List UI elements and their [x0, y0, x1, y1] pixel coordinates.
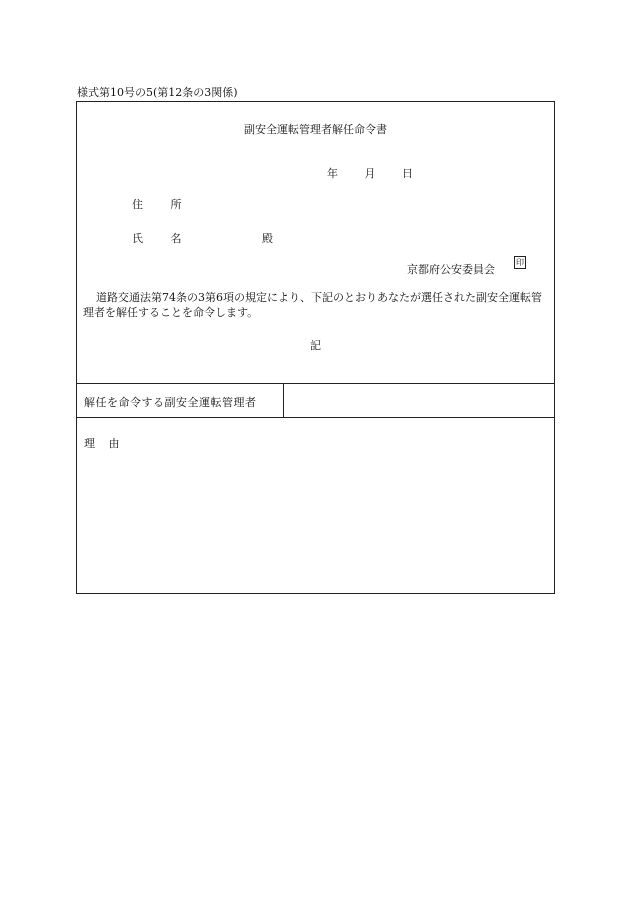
date-day-label: 日 [402, 167, 413, 180]
address-label-char1: 住 [132, 198, 143, 211]
issuer-name: 京都府公安委員会 [407, 263, 495, 276]
reason-label [84, 435, 120, 451]
honorific-dono: 殿 [262, 232, 273, 245]
reason-label-char1: 理 [84, 437, 95, 450]
seal-mark: 印 [516, 258, 524, 267]
table-column-divider [283, 383, 284, 417]
order-form [76, 101, 555, 594]
ki-heading: 記 [310, 339, 321, 352]
document-title: 副安全運転管理者解任命令書 [244, 123, 387, 136]
address-label [132, 196, 182, 212]
date-line [327, 165, 413, 181]
dismiss-target-label: 解任を命令する副安全運転管理者 [84, 396, 257, 409]
table-top-border [77, 383, 554, 384]
reason-label-char2: 由 [108, 437, 120, 450]
name-label-char2: 名 [170, 232, 182, 245]
table-row-divider [77, 417, 554, 418]
reason-field[interactable] [84, 454, 544, 584]
order-body-text: 道路交通法第74条の3第6項の規定により、下記のとおりあなたが選任された副安全運転管理者を解任することを命令します。 [83, 291, 542, 319]
address-label-char2: 所 [170, 198, 182, 211]
date-year-label: 年 [327, 167, 338, 180]
date-month-label: 月 [364, 167, 376, 180]
form-number: 様式第10号の5(第12条の3関係) [77, 86, 238, 99]
name-label [132, 230, 182, 246]
name-label-char1: 氏 [132, 232, 143, 245]
